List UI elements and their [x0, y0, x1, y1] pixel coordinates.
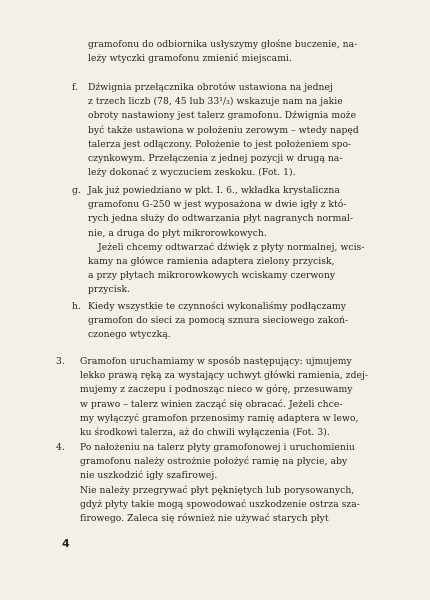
- text-line: gramofonu należy ostrożnie położyć ramię na płycie, aby: [80, 456, 348, 468]
- text-line: firowego. Zaleca się również nie używać starych płyt: [80, 513, 329, 525]
- text-line: czynkowym. Przełączenia z jednej pozycji w drugą na-: [88, 153, 343, 165]
- text-line: leży dokonać z wyczuciem zeskoku. (Fot. 1).: [88, 167, 296, 179]
- text-line: Jak już powiedziano w pkt. I. 6., wkładka krystaliczna: [88, 185, 340, 196]
- text-line: a przy płytach mikrorowkowych wciskamy czerwony: [88, 270, 336, 282]
- item-marker-g: g.: [72, 185, 81, 196]
- text-line: w prawo – talerz winien zacząć się obracać. Jeżeli chce-: [80, 398, 343, 410]
- text-line: kamy na główce ramienia adaptera zielony przycisk,: [88, 256, 335, 268]
- item-h-paragraph: [88, 300, 384, 343]
- text-line: rych jedna służy do odtwarzania płyt nagranych normal-: [88, 213, 354, 225]
- text-line: gramofon do sieci za pomocą sznura sieciowego zakoń-: [88, 315, 349, 327]
- text-line: z trzech liczb (78, 45 lub 33¹/₃) wskazuje nam na jakie: [88, 96, 343, 108]
- text-line: nie uszkodzić igły szafirowej.: [80, 470, 218, 482]
- text-line: ku środkowi talerza, aż do chwili wyłączenia (Fot. 3).: [80, 427, 330, 439]
- text-line: być także ustawiona w położeniu zerowym – wtedy napęd: [88, 124, 359, 136]
- text-line: Nie należy przegrywać płyt pękniętych lub porysowanych,: [80, 484, 355, 496]
- text-line: gramofonu G-250 w jest wyposażona w dwie igły z któ-: [88, 199, 347, 211]
- text-line: przycisk.: [88, 284, 131, 296]
- text-line: lekko prawą ręką za wystający uchwyt główki ramienia, zdej-: [80, 370, 369, 382]
- text-line: gramofonu do odbiornika usłyszymy głośne buczenie, na-: [88, 39, 358, 50]
- text-line: gdyż płyty takie mogą spowodować uszkodzenie ostrza sza-: [80, 498, 360, 510]
- item-4-paragraph: [80, 441, 384, 526]
- text-line: nie, a druga do płyt mikrorowkowych.: [88, 227, 267, 239]
- text-line: mujemy z zaczepu i podnosząc nieco w górę, przesuwamy: [80, 384, 353, 396]
- text-line: obroty nastawiony jest talerz gramofonu. Dźwignia może: [88, 110, 357, 122]
- text-line: Gramofon uruchamiamy w sposób następujący: ujmujemy: [80, 356, 352, 367]
- text-line: czonego wtyczką.: [88, 329, 171, 341]
- item-g-paragraph: [88, 184, 384, 298]
- text-line: Dźwignia przełącznika obrotów ustawiona na jednej: [88, 82, 333, 93]
- text-line: my wyłączyć gramofon przenosimy ramię adaptera w lewo,: [80, 412, 359, 424]
- item-3-paragraph: [80, 355, 384, 440]
- item-marker-h: h.: [72, 301, 81, 312]
- text-line: leży wtyczki gramofonu zmienić miejscami.: [88, 53, 292, 65]
- item-f-paragraph: [88, 81, 384, 180]
- item-marker-f: f.: [72, 82, 78, 93]
- text-line: Po nałożeniu na talerz płyty gramofonowej i uruchomieniu: [80, 442, 355, 453]
- text-line: talerza jest odłączony. Położenie to jest położeniem spo-: [88, 138, 352, 150]
- text-line: Jeżeli chcemy odtwarzać dźwięk z płyty normalnej, wcis-: [98, 241, 365, 253]
- item-marker-3: 3.: [56, 356, 65, 367]
- page-number: 4: [62, 537, 70, 550]
- intro-paragraph: [88, 38, 384, 66]
- item-marker-4: 4.: [56, 442, 65, 453]
- text-line: Kiedy wszystkie te czynności wykonaliśmy podłączamy: [88, 301, 347, 312]
